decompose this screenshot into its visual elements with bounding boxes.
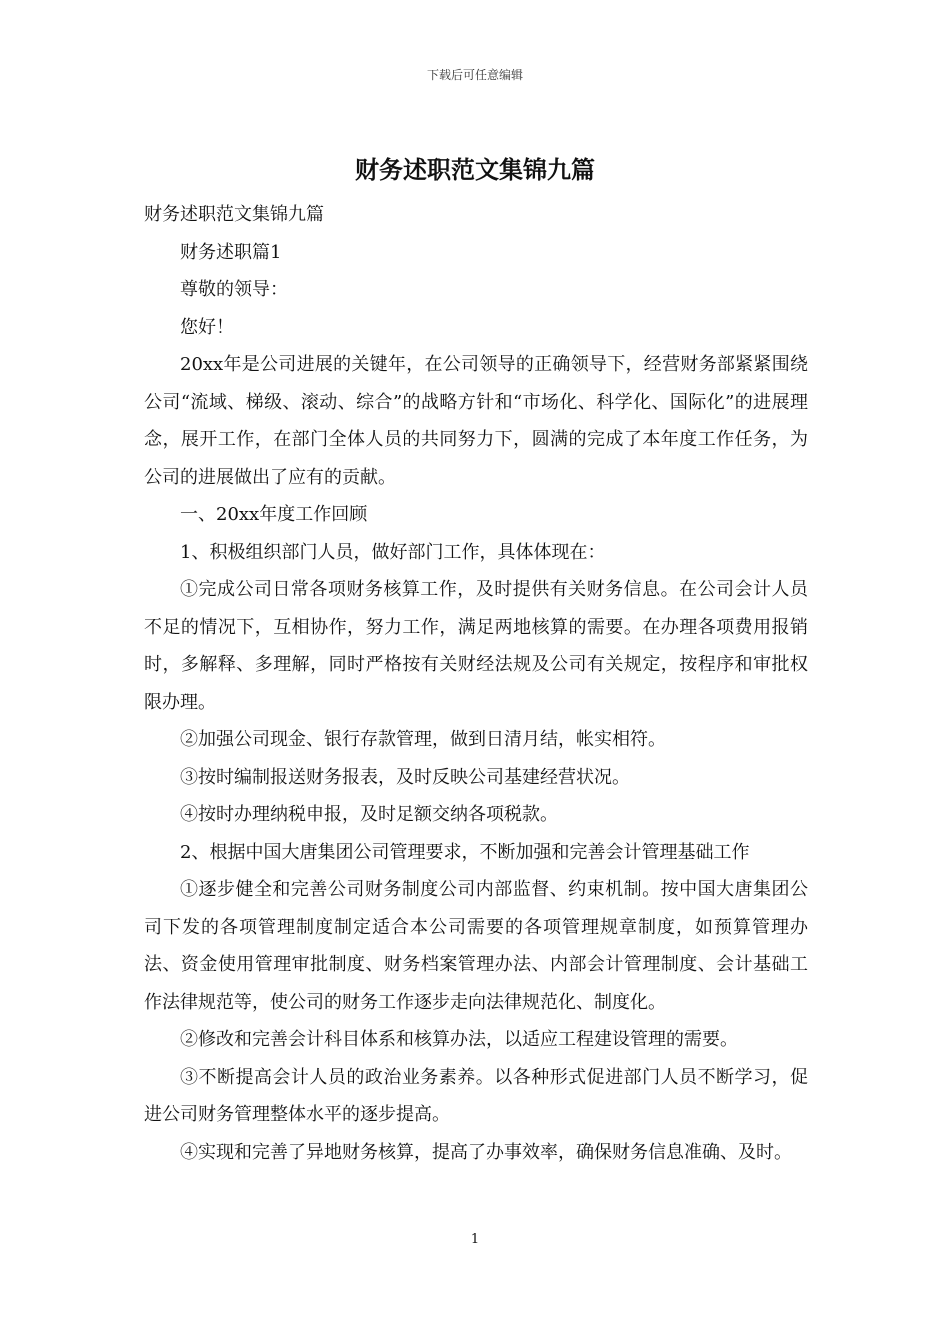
section-heading: 一、20xx年度工作回顾 bbox=[180, 504, 368, 525]
paragraph: 尊敬的领导： bbox=[180, 279, 288, 300]
paragraph: 20xx年是公司进展的关键年，在公司领导的正确领导下，经营财务部紧紧围绕公司“流域、梯级、滚动、综合”的战略方针和“市场化、科学化、国际化”的进展理念，展开工作，在部门全体人员的共同努力下，圆满的完成了本年度工作任务，为公司的进展做出了应有的贡献。 bbox=[144, 354, 808, 488]
page-header-note: 下载后可任意编辑 bbox=[426, 68, 523, 82]
list-item: ③按时编制报送财务报表，及时反映公司基建经营状况。 bbox=[180, 766, 630, 788]
paragraph: 财务述职篇1 bbox=[180, 241, 282, 263]
paragraph: 2、根据中国大唐集团公司管理要求，不断加强和完善会计管理基础工作 bbox=[180, 841, 750, 863]
list-item: ①逐步健全和完善公司财务制度公司内部监督、约束机制。按中国大唐集团公司下发的各项管理制度制定适合本公司需要的各项管理规章制度，如预算管理办法、资金使用管理审批制度、财务档案管理办法、内部会计管理制度、会计基础工作法律规范等，使公司的财务工作逐步走向法律规范化、制度化。 bbox=[144, 879, 808, 1013]
document-body bbox=[144, 196, 808, 1171]
paragraph: 1、积极组织部门人员，做好部门工作，具体体现在： bbox=[180, 541, 606, 563]
page-number: 1 bbox=[470, 1232, 480, 1247]
paragraph: 您好！ bbox=[180, 316, 234, 338]
document-title: 财务述职范文集锦九篇 bbox=[355, 155, 595, 184]
paragraph: 财务述职范文集锦九篇 bbox=[144, 204, 324, 225]
list-item: ②加强公司现金、银行存款管理，做到日清月结，帐实相符。 bbox=[180, 729, 666, 750]
list-item: ①完成公司日常各项财务核算工作，及时提供有关财务信息。在公司会计人员不足的情况下，互相协作，努力工作，满足两地核算的需要。在办理各项费用报销时，多解释、多理解，同时严格按有关财经法规及公司有关规定，按程序和审批权限办理。 bbox=[144, 579, 808, 713]
list-item: ④实现和完善了异地财务核算，提高了办事效率，确保财务信息准确、及时。 bbox=[180, 1141, 792, 1163]
list-item: ④按时办理纳税申报，及时足额交纳各项税款。 bbox=[180, 804, 558, 825]
list-item: ②修改和完善会计科目体系和核算办法，以适应工程建设管理的需要。 bbox=[180, 1029, 738, 1050]
list-item: ③不断提高会计人员的政治业务素养。以各种形式促进部门人员不断学习，促进公司财务管理整体水平的逐步提高。 bbox=[144, 1066, 808, 1125]
